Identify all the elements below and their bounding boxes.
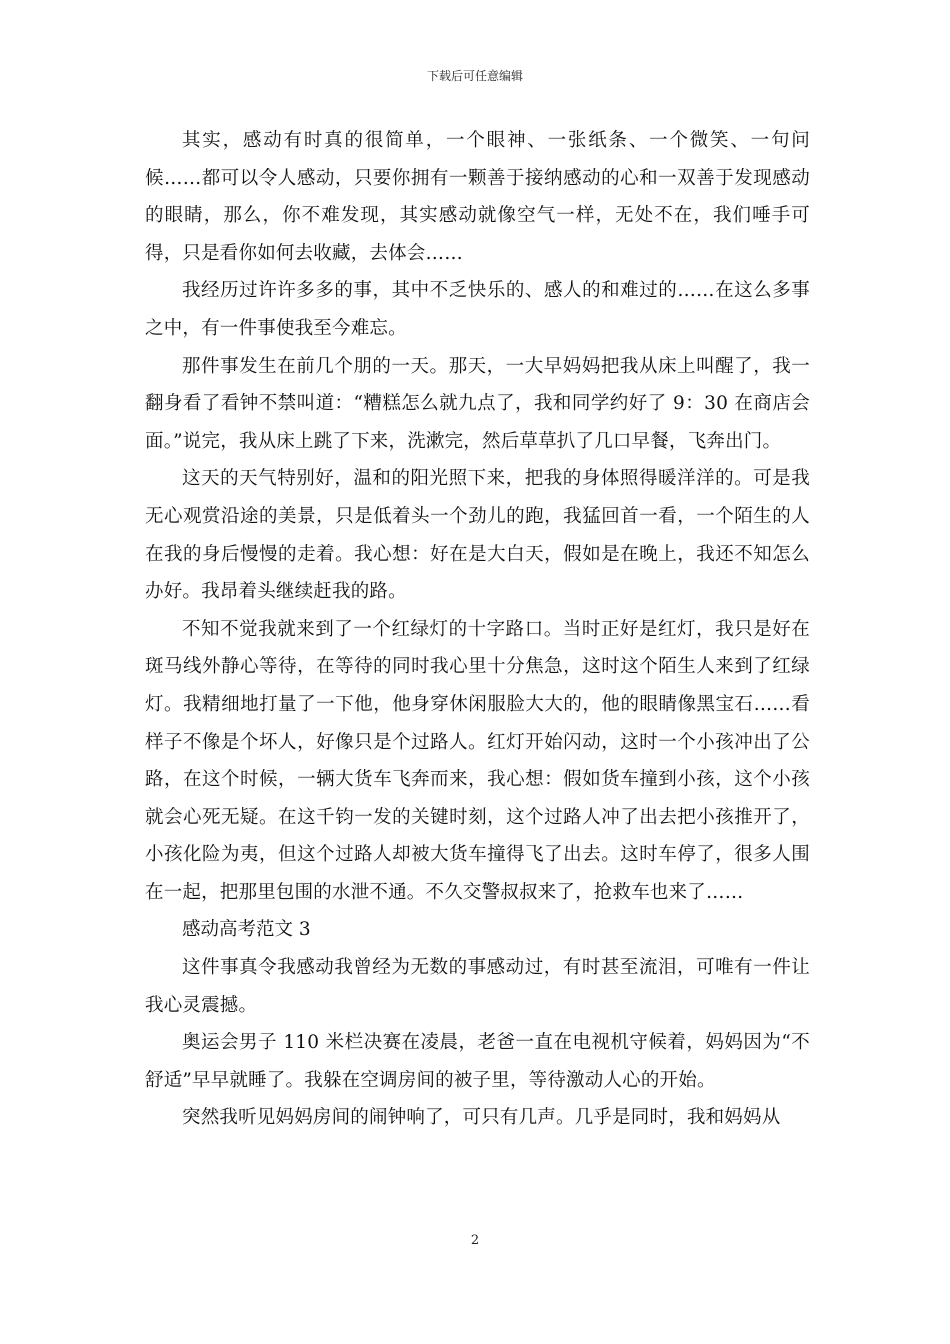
paragraph: 突然我听见妈妈房间的闹钟响了，可只有几声。几乎是同时，我和妈妈从 <box>182 1107 781 1129</box>
paragraph: 不知不觉我就来到了一个红绿灯的十字路口。当时正好是红灯，我只是好在斑马线外静心等待，在等待的同时我心里十分焦急，这时这个陌生人来到了红绿灯。我精细地打量了一下他，他身穿休闲服脸大大的，他的眼睛像黑宝石……看样子不像是个坏人，好像只是个过路人。红灯开始闪动，这时一个小孩冲出了公路，在这个时候，一辆大货车飞奔而来，我心想：假如货车撞到小孩，这个小孩就会心死无疑。在这千钧一发的关键时刻，这个过路人冲了出去把小孩推开了，小孩化险为夷，但这个过路人却被大货车撞得飞了出去。这时车停了，很多人围在一起，把那里包围的水泄不通。不久交警叔叔来了，抢救车也来了…… <box>145 618 810 903</box>
section-heading: 感动高考范文 3 <box>182 919 311 941</box>
page-header: 下载后可任意编辑 <box>426 69 523 83</box>
paragraph: 其实，感动有时真的很简单，一个眼神、一张纸条、一个微笑、一句问候……都可以令人感动，只要你拥有一颗善于接纳感动的心和一双善于发现感动的眼睛，那么，你不难发现，其实感动就像空气一样，无处不在，我们唾手可得，只是看你如何去收藏，去体会…… <box>145 130 810 264</box>
document-body <box>145 122 810 1137</box>
paragraph: 这件事真令我感动我曾经为无数的事感动过，有时甚至流泪，可唯有一件让我心灵震撼。 <box>145 957 810 1016</box>
page-number: 2 <box>470 1233 480 1248</box>
paragraph: 那件事发生在前几个朋的一天。那天，一大早妈妈把我从床上叫醒了，我一翻身看了看钟不禁叫道：“糟糕怎么就九点了，我和同学约好了 9：30 在商店会面。”说完，我从床上跳了下来，洗漱完，然后草草扒了几口早餐，飞奔出门。 <box>145 355 810 452</box>
paragraph: 这天的天气特别好，温和的阳光照下来，把我的身体照得暖洋洋的。可是我无心观赏沿途的美景，只是低着头一个劲儿的跑，我猛回首一看，一个陌生的人在我的身后慢慢的走着。我心想：好在是大白天，假如是在晚上，我还不知怎么办好。我昂着头继续赶我的路。 <box>145 468 810 603</box>
paragraph: 奥运会男子 110 米栏决赛在凌晨，老爸一直在电视机守候着，妈妈因为“不舒适”早早就睡了。我躲在空调房间的被子里，等待激动人心的开始。 <box>145 1032 810 1091</box>
paragraph: 我经历过许许多多的事，其中不乏快乐的、感人的和难过的……在这么多事之中，有一件事使我至今难忘。 <box>145 280 810 339</box>
